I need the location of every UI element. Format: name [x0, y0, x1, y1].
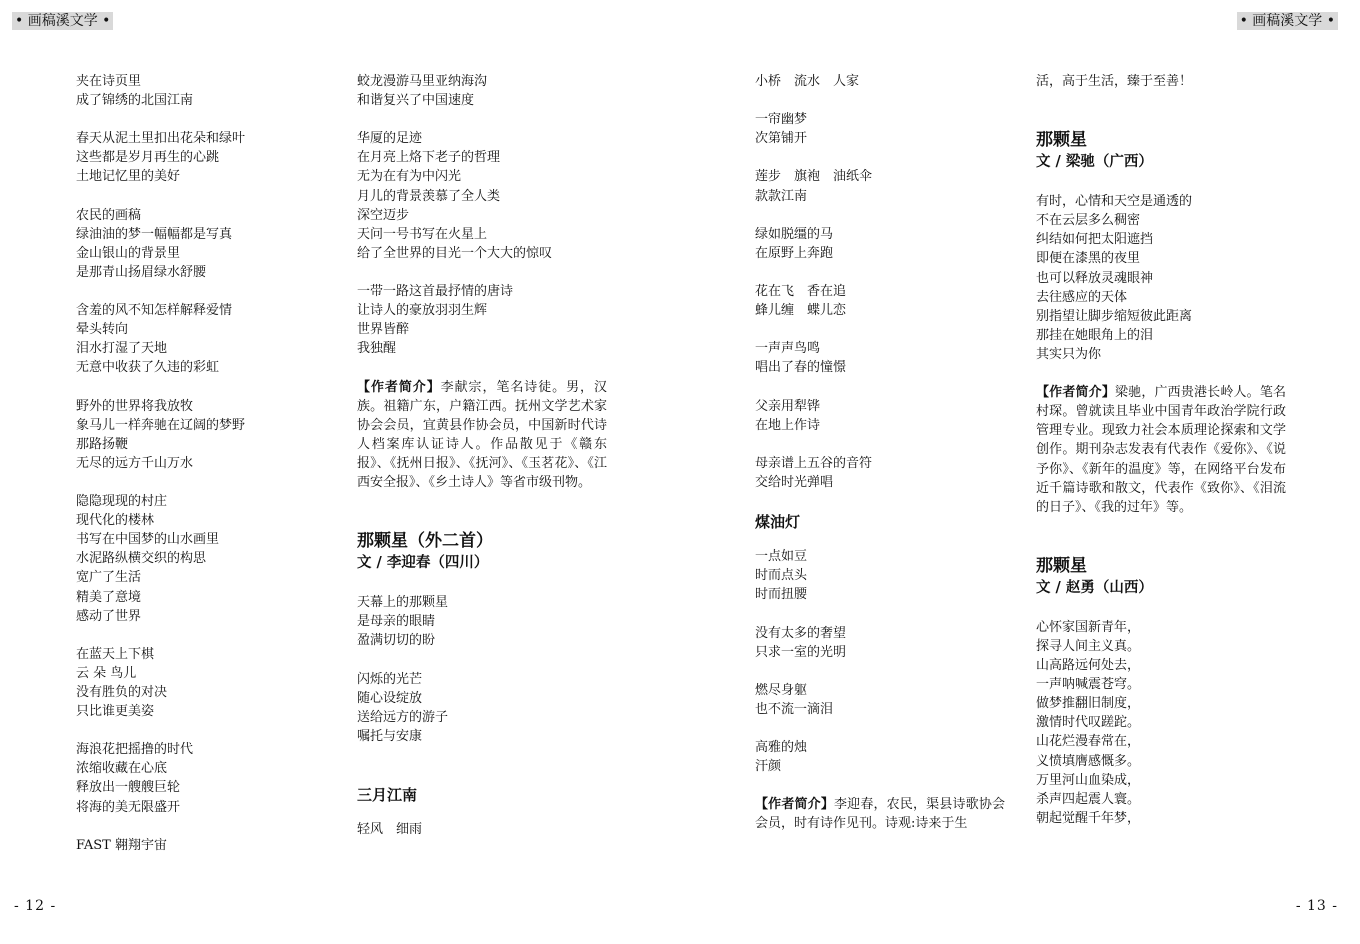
poem-title: 那颗星	[1036, 555, 1087, 576]
poem-line: 在月亮上烙下老子的哲理	[357, 150, 501, 166]
poem-line: 深空迈步	[357, 207, 410, 223]
poem-line: 唱出了春的憧憬	[755, 360, 847, 376]
column-2	[357, 72, 607, 839]
poem-line: 是母亲的眼睛	[357, 614, 436, 630]
poem-line: 成了锦绣的北国江南	[76, 93, 194, 109]
stanza-gap	[76, 721, 316, 740]
poem-line: 款款江南	[755, 188, 808, 204]
poem-line: 释放出一艘艘巨轮	[76, 780, 181, 796]
poem-line: 那挂在她眼角上的泪	[1036, 327, 1154, 343]
poem-continuation	[357, 72, 607, 358]
poem-line: 探寻人间主义真。	[1036, 638, 1141, 654]
poem-line: 纠结如何把太阳遮挡	[1036, 232, 1154, 248]
poem-line: 一点如豆	[755, 549, 808, 565]
poem-line: 小桥 流水 人家	[755, 74, 860, 89]
poem-line: 万里河山血染成，	[1036, 772, 1141, 788]
subpoem-title: 煤油灯	[755, 513, 801, 532]
bio-tag: 【作者简介】	[357, 379, 441, 395]
poem-line: 无为在有为中闪光	[357, 169, 462, 185]
author-bio	[1036, 383, 1286, 517]
spacer	[1036, 173, 1286, 192]
poem-line: 和谐复兴了中国速度	[357, 93, 475, 109]
poem-line: 无尽的远方千山万水	[76, 455, 194, 471]
poem-line: 这些都是岁月再生的心跳	[76, 150, 220, 166]
poem-line: 山高路远何处去，	[1036, 658, 1141, 674]
poem-line: 汗颜	[755, 759, 782, 775]
poem-line: 农民的画稿	[76, 207, 142, 223]
poem-line: 随心设绽放	[357, 690, 423, 706]
stanza-gap	[76, 282, 316, 301]
poem-line: 蜂儿缠 蝶儿恋	[755, 303, 847, 319]
poem-line: 天幕上的那颗星	[357, 595, 449, 611]
magazine-header-right: • 画稿溪文学 •	[1237, 12, 1338, 30]
stanza-gap	[755, 719, 1005, 738]
spacer	[1036, 91, 1286, 129]
spacer	[1036, 517, 1286, 555]
poem-line: 在原野上奔跑	[755, 245, 834, 261]
poem-body	[1036, 618, 1286, 828]
subpoem-title: 三月江南	[357, 785, 418, 804]
stanza-gap	[76, 187, 316, 206]
poem-line: 象马儿一样奔驰在辽阔的梦野	[76, 417, 246, 433]
poem-line: 嘱托与安康	[357, 728, 423, 744]
poem-title: 那颗星（外二首）	[357, 531, 493, 552]
author-bio	[357, 378, 607, 493]
poem-line: 让诗人的豪放羽羽生辉	[357, 303, 488, 319]
poem-line: 燃尽身躯	[755, 682, 808, 698]
poem-line: 泪水打湿了天地	[76, 341, 168, 357]
poem-line: 金山银山的背景里	[76, 245, 181, 261]
poem-line: 也不流一滴泪	[755, 701, 834, 717]
poem-line: 浓缩收藏在心底	[76, 761, 168, 777]
stanza-gap	[755, 91, 1005, 110]
spacer	[357, 574, 607, 593]
spacer	[357, 492, 607, 530]
poem-line: 盈满切切的盼	[357, 633, 436, 649]
stanza-gap	[755, 662, 1005, 681]
poem-line: 一声呐喊震苍穹。	[1036, 677, 1141, 693]
poem-line: 宽广了生活	[76, 570, 142, 586]
spacer	[1036, 599, 1286, 618]
page-number-left: - 12 -	[14, 898, 57, 914]
page-number-right: - 13 -	[1295, 898, 1338, 914]
poem-line: 在地上作诗	[755, 417, 821, 433]
poem-line: 夹在诗页里	[76, 74, 142, 89]
author-bio	[755, 795, 1005, 833]
poem-line: 给了全世界的目光一个大大的惊叹	[357, 245, 553, 261]
poem-line: 花在飞 香在追	[755, 284, 847, 300]
poem-line: 时而点头	[755, 568, 808, 584]
poem-line: 交给时光弹唱	[755, 474, 834, 490]
poem-body	[357, 593, 607, 746]
poem-line: 绿如脱缰的马	[755, 226, 834, 242]
poem-line: 即便在漆黑的夜里	[1036, 251, 1141, 267]
poem-line: 隐隐现现的村庄	[76, 494, 168, 510]
stanza-gap	[76, 473, 316, 492]
poem-line: 书写在中国梦的山水画里	[76, 532, 220, 548]
poem-line: 时而扭腰	[755, 587, 808, 603]
poem-line: 别指望让脚步缩短彼此距离	[1036, 308, 1193, 324]
poem-author: 文 / 梁驰（广西）	[1036, 153, 1153, 171]
bio-tag: 【作者简介】	[755, 797, 834, 813]
spacer	[755, 492, 1005, 511]
spacer	[1036, 364, 1286, 383]
poem-author: 文 / 李迎春（四川）	[357, 554, 489, 572]
poem-line: 土地记忆里的美好	[76, 169, 181, 185]
poem-line: 野外的世界将我放牧	[76, 398, 194, 414]
poem-line: 也可以释放灵魂眼神	[1036, 270, 1154, 286]
stanza-gap	[76, 626, 316, 645]
poem-line: 含羞的风不知怎样解释爱情	[76, 303, 233, 319]
stanza-gap	[755, 263, 1005, 282]
stanza-gap	[755, 604, 1005, 623]
poem-line: 世界皆醉	[357, 322, 410, 338]
poem-line: 只求一室的光明	[755, 644, 847, 660]
stanza-gap	[755, 206, 1005, 225]
poem-line: 春天从泥土里扣出花朵和绿叶	[76, 131, 246, 147]
bio-tag: 【作者简介】	[1036, 385, 1115, 401]
poem-line: 次第铺开	[755, 131, 808, 147]
subpoem-body	[755, 547, 1005, 776]
poem-line: FAST 翱翔宇宙	[76, 837, 167, 853]
spacer	[357, 358, 607, 377]
stanza-gap	[357, 650, 607, 669]
poem-title: 那颗星	[1036, 130, 1087, 151]
poem-line: 将海的美无限盛开	[76, 799, 181, 815]
poem-line: 去往感应的天体	[1036, 289, 1128, 305]
poem-line: 一帘幽梦	[755, 112, 808, 128]
poem-line: 母亲谱上五谷的音符	[755, 455, 873, 471]
stanza-gap	[755, 435, 1005, 454]
spacer	[357, 746, 607, 784]
poem-line: 山花烂漫春常在，	[1036, 734, 1141, 750]
poem-line: 华厦的足迹	[357, 131, 423, 147]
poem-body	[1036, 192, 1286, 364]
stanza-gap	[755, 378, 1005, 397]
spacer	[755, 776, 1005, 795]
poem-line: 精美了意境	[76, 589, 142, 605]
poem-line: 绿油油的梦一幅幅都是写真	[76, 226, 233, 242]
poem-line: 不在云层多么稠密	[1036, 213, 1141, 229]
poem-line: 没有胜负的对决	[76, 685, 168, 700]
poem-line: 轻风 细雨	[357, 821, 423, 837]
poem-line: 在蓝天上下棋	[76, 646, 155, 662]
column-4	[1036, 72, 1286, 828]
poem-line: 朝起觉醒千年梦，	[1036, 810, 1141, 826]
bio-text: 李迎春，农民，渠县诗歌协会会员，时有诗作见刊。诗观:诗来于生	[755, 797, 1005, 832]
poem-line: 做梦推翻旧制度，	[1036, 696, 1141, 712]
bio-continuation: 活，高于生活，臻于至善！	[1036, 74, 1193, 89]
column-3	[755, 72, 1005, 834]
poem-line: 没有太多的奢望	[755, 625, 847, 641]
poem-line: 有时，心情和天空是通透的	[1036, 194, 1193, 210]
poem-line: 月儿的背景羡慕了全人类	[357, 188, 501, 204]
stanza-gap	[357, 110, 607, 129]
poem-line: 无意中收获了久违的彩虹	[76, 360, 220, 376]
poem-line: 那路扬鞭	[76, 436, 129, 452]
poem-line: 莲步 旗袍 油纸伞	[755, 169, 873, 185]
poem-line: 天问一号书写在火星上	[357, 226, 488, 242]
stanza-gap	[76, 110, 316, 129]
poem-line: 高雅的烛	[755, 740, 808, 756]
poem-author: 文 / 赵勇（山西）	[1036, 578, 1153, 596]
magazine-header-left: • 画稿溪文学 •	[12, 12, 113, 30]
poem-line: 其实只为你	[1036, 346, 1102, 362]
bio-text: 李献宗，笔名诗徒。男，汉族。祖籍广东，户籍江西。抚州文学艺术家协会会员，宜黄县作协会员，中国新时代诗人档案库认证诗人。作品散见于《赣东报》、《抚州日报》、《抚河》、《玉茗花》、《江西安全报》、《乡土诗人》等省市级刊物。	[357, 379, 607, 490]
poem-line: 杀声四起震人寰。	[1036, 791, 1141, 807]
poem-line: 是那青山扬眉绿水舒腰	[76, 264, 207, 280]
poem-line: 父亲用犁铧	[755, 398, 821, 414]
poem-line: 只比谁更美姿	[76, 704, 155, 720]
poem-line: 海浪花把摇撸的时代	[76, 742, 194, 758]
subpoem-body	[357, 820, 607, 839]
poem-line: 义愤填膺感慨多。	[1036, 753, 1141, 769]
poem-line: 水泥路纵横交织的构思	[76, 551, 207, 567]
stanza-gap	[755, 320, 1005, 339]
poem-line: 闪烁的光芒	[357, 671, 423, 687]
poem-line: 一声声鸟鸣	[755, 341, 821, 357]
poem-continuation	[755, 72, 1005, 492]
poem-line: 一带一路这首最抒情的唐诗	[357, 284, 514, 300]
stanza-gap	[755, 148, 1005, 167]
poem-line: 心怀家国新青年，	[1036, 619, 1141, 635]
bio-text: 梁驰，广西贵港长岭人。笔名村琛。曾就读且毕业中国青年政治学院行政管理专业。现致力社会本质理论探索和文学创作。期刊杂志发表有代表作《爱你》、《说予你》、《新年的温度》等，在网络平台发布近千篇诗歌和散文，代表作《致你》、《泪流的日子》、《我的过年》等。	[1036, 385, 1286, 515]
poem-line: 蛟龙漫游马里亚纳海沟	[357, 74, 488, 89]
stanza-gap	[76, 378, 316, 397]
stanza-gap	[357, 263, 607, 282]
poem-line: 我独醒	[357, 341, 397, 357]
spacer	[357, 806, 607, 820]
column-1	[76, 72, 316, 855]
poem-line: 激情时代叹蹉跎。	[1036, 715, 1141, 731]
poem-line: 晕头转向	[76, 322, 129, 338]
spacer	[755, 533, 1005, 547]
poem-line: 感动了世界	[76, 608, 142, 624]
stanza-gap	[76, 817, 316, 836]
poem-line: 现代化的楼林	[76, 513, 155, 529]
poem-line: 送给远方的游子	[357, 709, 449, 725]
poem-line: 云 朵 鸟儿	[76, 665, 137, 681]
